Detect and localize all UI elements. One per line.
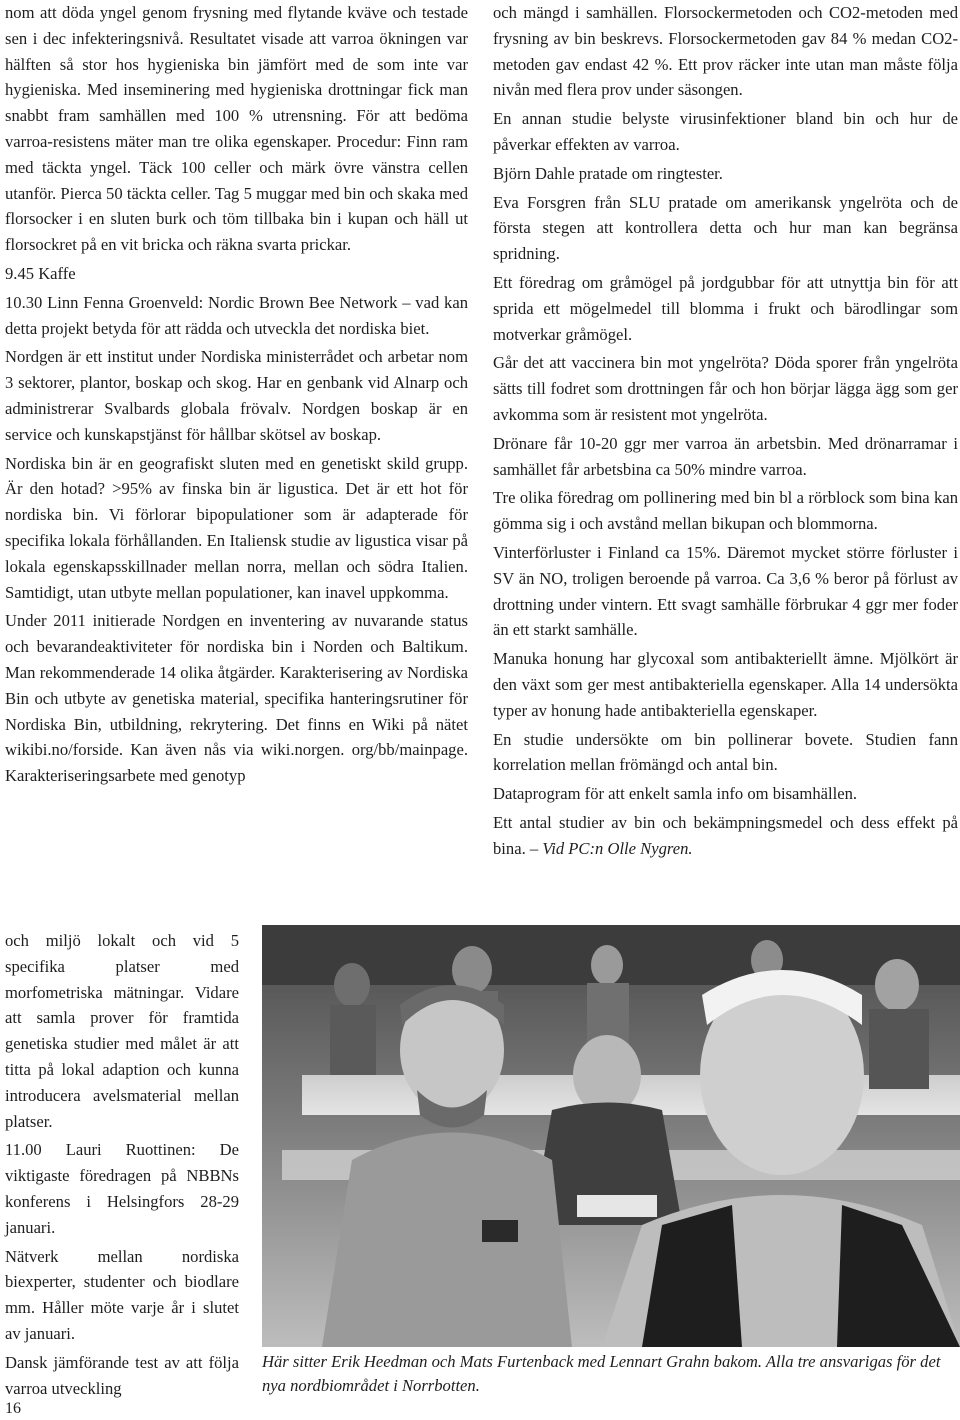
paragraph: Tre olika föredrag om pollinering med bin bl a rörblock som bina kan gömma sig i och avstånd mellan bikupan och blommorna. (493, 488, 958, 534)
paragraph-last (493, 810, 958, 862)
paragraph: 10.30 Linn Fenna Groenveld: Nordic Brown Bee Network – vad kan detta projekt betyda för att rädda och utveckla det nordiska biet. (5, 292, 468, 338)
paragraph: 11.00 Lauri Ruottinen: De viktigaste föredragen på NBBNs konferens i Helsingfors 28-29 januari. (5, 1140, 239, 1237)
paragraph: En annan studie belyste virusinfektioner bland bin och hur de påverkar effekten av varroa. (493, 109, 958, 154)
paragraph: nom att döda yngel genom frysning med flytande kväve och testade sen i dec infekteringsnivå. Resultatet visade att varroa ökningen var hälften så stor hos hygieniska bin jämfört med de som inte var hygieniska. Med inseminering med hygieniska drottningar fick man snabbt fram samhällen med 100 % utrensning. För att bedöma varroa-resistens mäter man tre olika egenskaper. Procedur: Finn ram med täckta yngel. Täck 100 celler och märk övre vänstra cellen utanför. Pierca 50 täckta celler. Tag 5 muggar med bin och skaka med florsocker i en sluten burk och töm tillbaka bin i kupan och häll ut florsockret på en vit bricka och räkna svarta prickar. (5, 3, 468, 255)
paragraph: Under 2011 initierade Nordgen en inventering av nuvarande status och bevarandeaktiviteter för nordiska bin i Norden och Baltikum. Man rekommenderade 14 olika åtgärder. Karakterisering av Nordiska Bin och utbyte av genetiska material, specifika hanteringsrutiner för Nordiska Bin, utbildning, rekrytering. Det finns en Wiki på nätet wikibi.no/forside. Kan även nås via wiki.norgen. org/bb/mainpage. Karakteriseringsarbete med genotyp (5, 611, 468, 786)
paragraph: och miljö lokalt och vid 5 specifika platser med morfometriska mätningar. Vidare att samla prover för framtida genetiska studier med målet är att titta på lokal adaption och kunna introducera avelsmaterial mellan platser. (5, 931, 239, 1131)
author-signature: – Vid PC:n Olle Nygren. (529, 838, 693, 858)
paragraph: Björn Dahle pratade om ringtester. (493, 163, 723, 183)
paragraph: Dansk jämförande test av att följa varroa utveckling (5, 1352, 239, 1398)
paragraph: En studie undersökte om bin pollinerar bovete. Studien fann korrelation mellan frömängd och antal bin. (493, 729, 958, 775)
paragraph: Manuka honung har glycoxal som antibakteriellt ämne. Mjölkört är den växt som ger mest antibakteriella egenskaper. Alla 14 undersökta typer av honung hade antibakteriella egenskaper. (493, 649, 958, 720)
paragraph: Drönare får 10-20 ggr mer varroa än arbetsbin. Med drönarramar i samhället får arbetsbina ca 50% mindre varroa. (493, 433, 958, 479)
paragraph: Vinterförluster i Finland ca 15%. Däremot mycket större förluster i SV än NO, troligen beroende på varroa. Ca 3,6 % beror på förlust av drottning under vintern. Ett svagt samhälle förbrukar 4 ggr mer foder än ett starkt samhälle. (493, 542, 958, 640)
paragraph: Nätverk mellan nordiska biexperter, studenter och biodlare mm. Håller möte varje år i slutet av januari. (5, 1246, 239, 1343)
paragraph: Nordgen är ett institut under Nordiska ministerrådet och arbetar nom 3 sektorer, plantor, boskap och skog. Har en genbank vid Alnarp och administrerar Svalbards globala frövalv. Nordgen boskap är en service och kunskapstjänst för hållbar skötsel av boskap. (5, 347, 468, 444)
paragraph: Ett föredrag om gråmögel på jordgubbar för att utnyttja bin för att sprida ett mögelmedel till blomma i frukt och bärodlingar som motverkar gråmögel. (493, 272, 958, 344)
left-column-narrow-text (5, 928, 239, 1404)
paragraph: och mängd i samhällen. Florsockermetoden och CO2-metoden med frysning av bin beskrevs. Florsockermetoden gav 84 % medan CO2-metoden gav endast 42 %. Ett prov räcker inte utan man måste följa nivån med flera prov under säsongen. (493, 3, 958, 100)
paragraph: 9.45 Kaffe (5, 263, 76, 283)
photo-illustration (262, 925, 960, 1347)
left-column-text (5, 0, 468, 792)
page-number: 16 (5, 1400, 21, 1417)
right-column-text (493, 0, 958, 865)
paragraph: Eva Forsgren från SLU pratade om amerikansk yngelröta och de första stegen att kontrollera detta och hur man kan begränsa spridning. (493, 192, 958, 264)
paragraph: Går det att vaccinera bin mot yngelröta? Döda sporer från yngelröta sätts till fodret som drottningen får och hon börjar lägga ägg som ger avkomma som är resistent mot yngelröta. (493, 353, 958, 424)
photo-three-men-at-conference (262, 925, 960, 1347)
paragraph: Nordiska bin är en geografiskt sluten med en genetiskt skild grupp. Är den hotad? >95% av finska bin är ligustica. Det är ett hot för nordiska bin. Vi förlorar bipopulationer som är adapterade för specifika lokala förhållanden. En Italiensk studie av ligustica visar på lokala egenskapsskillnader mellan norra, mellan och södra Italien. Samtidigt, utan utbyte mellan populationer, kan inavel uppkomma. (5, 453, 468, 602)
paragraph: Dataprogram för att enkelt samla info om bisamhällen. (493, 784, 858, 804)
paragraph-text: Ett antal studier av bin och bekämpningsmedel och dess effekt på bina. (493, 812, 958, 858)
photo-caption: Här sitter Erik Heedman och Mats Furtenback med Lennart Grahn bakom. Alla tre ansvarigas för det nya nordbiområdet i Norrbotten. (262, 1352, 941, 1395)
